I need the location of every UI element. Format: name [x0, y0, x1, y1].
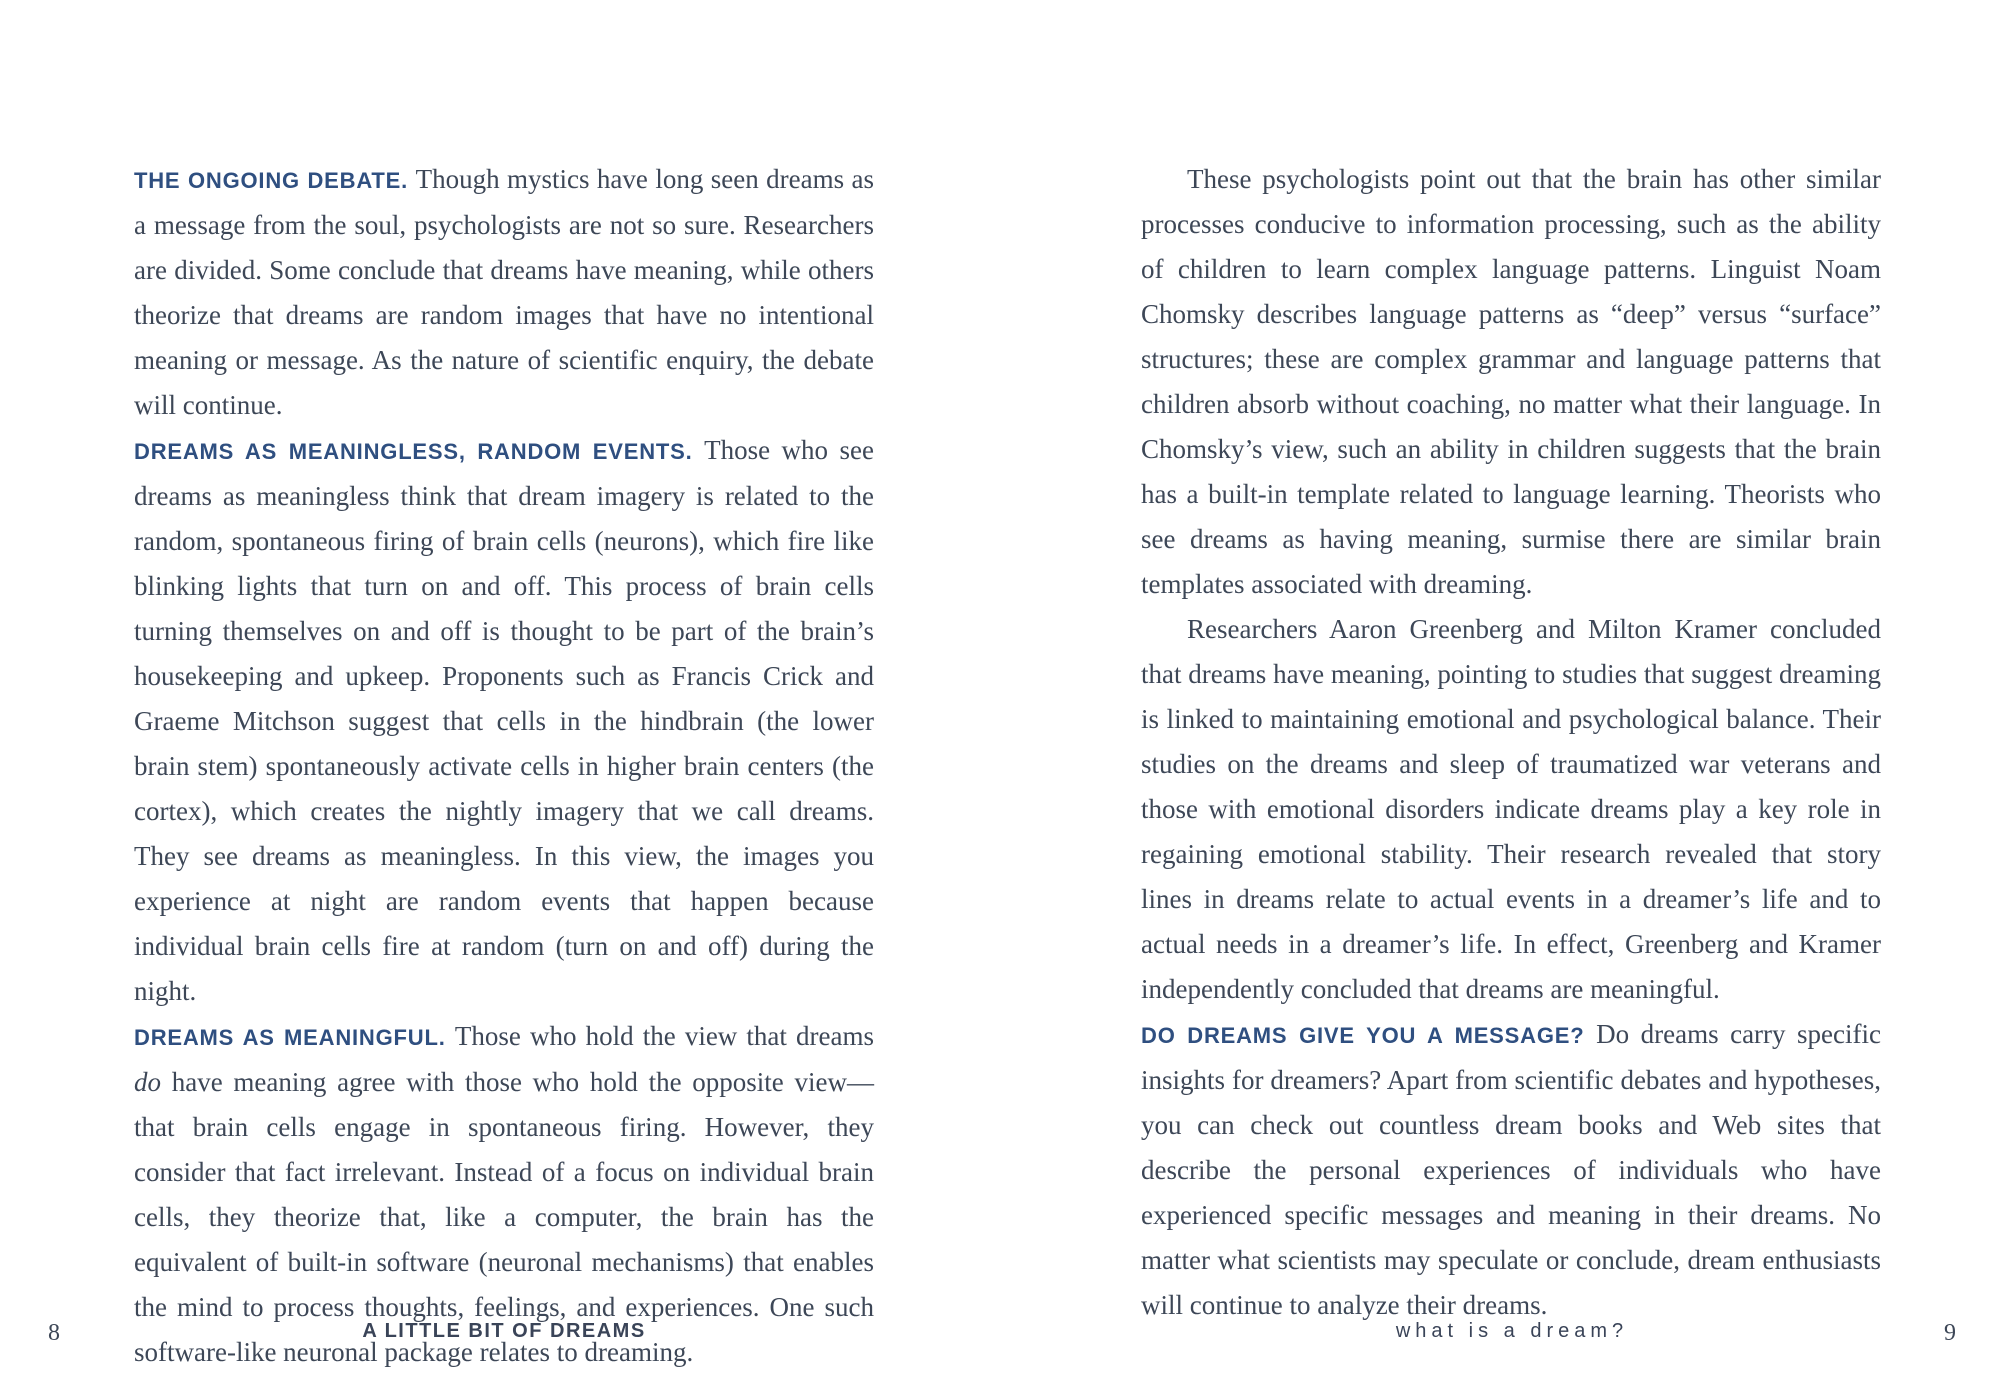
footer	[0, 1320, 2000, 1360]
running-head-left: A LITTLE BIT OF DREAMS	[362, 1320, 646, 1342]
paragraph: Researchers Aaron Greenberg and Milton Kramer concluded that dreams have meaning, pointing to studies that suggest dreaming is linked to maintaining emotional and psychological balance. Their studies on the dreams and sleep of traumatized war veterans and those with emotional disorders indicate dreams play a key role in regaining emotional stability. Their research revealed that story lines in dreams relate to actual events in a dreamer’s life and to actual needs in a dreamer’s life. In effect, Greenberg and Kramer independently concluded that dreams are meaningful.	[1141, 614, 1881, 1004]
section-heading: DREAMS AS MEANINGFUL.	[134, 1025, 455, 1050]
section-heading: DREAMS AS MEANINGLESS, RANDOM EVENTS.	[134, 439, 705, 464]
paragraph: DO DREAMS GIVE YOU A MESSAGE? Do dreams carry specific insights for dreamers? Apart from scientific debates and hypotheses, you can check out countless dream books and Web sites that describe the personal experiences of individuals who have experienced specific messages and meaning in their dreams. No matter what scientists may speculate or conclude, dream enthusiasts will continue to analyze their dreams.	[1141, 1019, 1881, 1320]
paragraph: THE ONGOING DEBATE. Though mystics have long seen dreams as a message from the soul, psychologists are not so sure. Researchers are divided. Some conclude that dreams have meaning, while others theorize that dreams are random images that have no intentional meaning or message. As the nature of scientific enquiry, the debate will continue.	[134, 164, 874, 420]
section-heading: THE ONGOING DEBATE.	[134, 168, 416, 193]
section-heading: DO DREAMS GIVE YOU A MESSAGE?	[1141, 1023, 1597, 1048]
right-page-column	[1141, 157, 1881, 1328]
emphasis-text: do	[134, 1067, 161, 1097]
running-head-right: what is a dream?	[1395, 1320, 1629, 1342]
paragraph: DREAMS AS MEANINGLESS, RANDOM EVENTS. Those who see dreams as meaningless think that dream imagery is related to the random, spontaneous firing of brain cells (neurons), which fire like blinking lights that turn on and off. This process of brain cells turning themselves on and off is thought to be part of the brain’s housekeeping and upkeep. Proponents such as Francis Crick and Graeme Mitchson suggest that cells in the hindbrain (the lower brain stem) spontaneously activate cells in higher brain centers (the cortex), which creates the nightly imagery that we call dreams. They see dreams as meaningless. In this view, the images you experience at night are random events that happen because individual brain cells fire at random (turn on and off) during the night.	[134, 435, 874, 1006]
paragraph: These psychologists point out that the brain has other similar processes conducive to information processing, such as the ability of children to learn complex language patterns. Linguist Noam Chomsky describes language patterns as “deep” versus “surface” structures; these are complex grammar and language patterns that children absorb without coaching, no matter what their language. In Chomsky’s view, such an ability in children suggests that the brain has a built-in template related to language learning. Theorists who see dreams as having meaning, surmise there are similar brain templates associated with dreaming.	[1141, 164, 1881, 599]
page-number-right: 9	[1944, 1320, 1956, 1346]
paragraph: DREAMS AS MEANINGFUL. Those who hold the view that dreams do have meaning agree with those who hold the opposite view—that brain cells engage in spontaneous firing. However, they consider that fact irrelevant. Instead of a focus on individual brain cells, they theorize that, like a computer, the brain has the equivalent of built-in software (neuronal mechanisms) that enables the mind to process thoughts, feelings, and experiences. One such software-like neuronal package relates to dreaming.	[134, 1021, 874, 1367]
page-number-left: 8	[48, 1320, 60, 1346]
left-page-column	[134, 157, 874, 1375]
